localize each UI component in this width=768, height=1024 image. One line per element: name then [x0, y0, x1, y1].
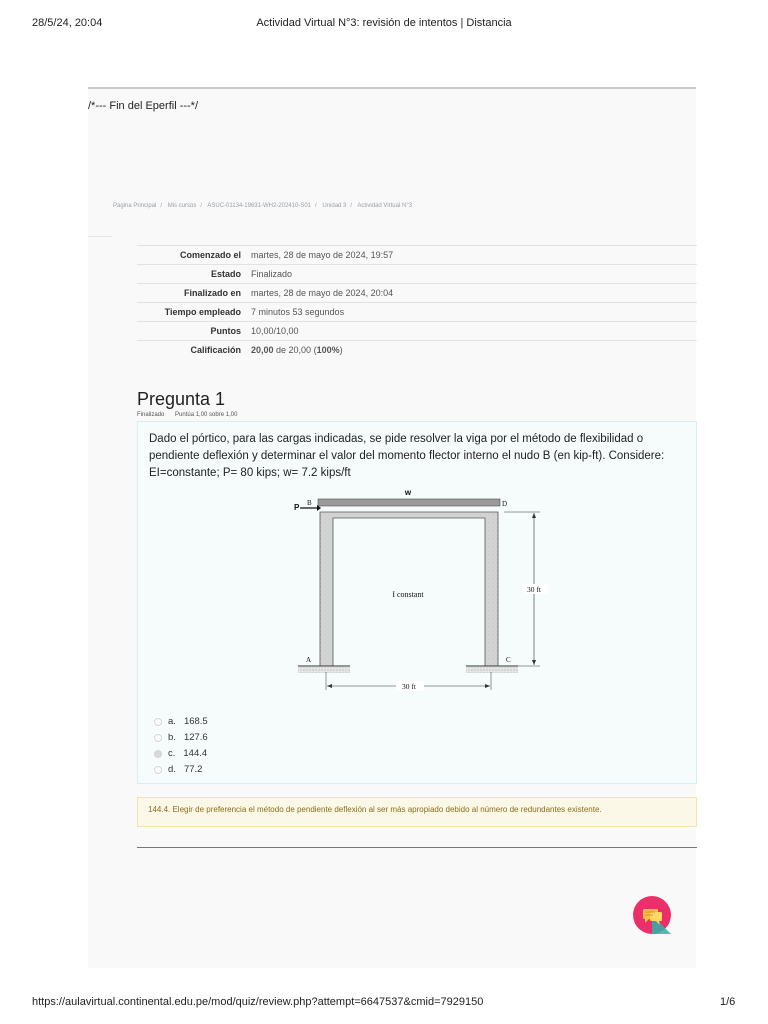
label-w: w	[404, 488, 412, 497]
summary-value: 20,00 de 20,00 (100%)	[251, 345, 343, 355]
summary-row-time	[137, 303, 697, 322]
summary-row-finished	[137, 284, 697, 303]
summary-label: Finalizado en	[183, 288, 241, 298]
attempt-summary-table	[137, 245, 697, 359]
print-url: https://aulavirtual.continental.edu.pe/mod/quiz/review.php?attempt=6647537&cmid=7929150	[32, 996, 484, 1008]
summary-label: Comenzado el	[179, 250, 241, 260]
question-title: Pregunta 1	[137, 389, 226, 409]
breadcrumb: Página Principal / Mis cursos / ASUC-01134-19631-WH2-202410-S01 / Unidad 3 / Actividad Virtual N°3	[113, 203, 413, 209]
option-value: 144.4	[183, 748, 208, 759]
summary-label: Puntos	[210, 326, 241, 336]
top-divider	[88, 87, 696, 89]
dim-width-arrow-right	[485, 684, 490, 688]
radio-option-a[interactable]	[154, 718, 162, 726]
option-c[interactable]	[154, 748, 207, 759]
support-c-ground	[466, 667, 518, 673]
question-info	[137, 412, 246, 418]
option-value: 168.5	[183, 716, 208, 727]
print-datetime: 28/5/24, 20:04	[32, 17, 103, 29]
summary-row-points	[137, 322, 697, 341]
option-letter: c.	[168, 748, 176, 759]
feedback-text: 144.4. Elegir de preferencia el método de pendiente deflexión al ser más apropiado debido al número de redundantes existente.	[148, 805, 602, 814]
dim-height-arrow-bottom	[532, 660, 536, 665]
option-value: 127.6	[183, 732, 208, 743]
label-c: C	[506, 656, 511, 664]
summary-label: Tiempo empleado	[164, 307, 241, 317]
breadcrumb-course[interactable]: ASUC-01134-19631-WH2-202410-S01	[207, 203, 312, 209]
breadcrumb-unit[interactable]: Unidad 3	[322, 203, 347, 209]
radio-option-b[interactable]	[154, 734, 162, 742]
summary-value: 10,00/10,00	[251, 326, 299, 336]
dim-height-label: 30 ft	[527, 585, 541, 594]
distributed-load-plate	[318, 499, 500, 506]
label-inertia: I constant	[392, 590, 424, 599]
summary-value: 7 minutos 53 segundos	[251, 307, 345, 317]
summary-value: martes, 28 de mayo de 2024, 20:04	[251, 288, 394, 298]
dim-height-arrow-top	[532, 513, 536, 518]
label-p: P	[294, 503, 300, 512]
summary-row-started	[137, 246, 697, 265]
summary-label: Estado	[210, 269, 241, 279]
print-page-number: 1/6	[720, 996, 736, 1008]
label-b: B	[307, 499, 312, 507]
breadcrumb-my-courses[interactable]: Mis cursos	[167, 203, 197, 209]
radio-option-d[interactable]	[154, 766, 162, 774]
chat-bubble-icon	[633, 896, 671, 934]
breadcrumb-activity[interactable]: Actividad Virtual N°3	[357, 203, 413, 209]
summary-row-grade	[137, 341, 697, 360]
summary-label: Calificación	[190, 345, 241, 355]
radio-option-c[interactable]	[154, 750, 162, 758]
breadcrumb-home[interactable]: Página Principal	[113, 203, 157, 209]
question-text: Dado el pórtico, para las cargas indicadas, se pide resolver la viga por el método de flexibilidad o pendiente deflexión y determinar el valor del momento flector interno el nudo B (en kip-ft). Considere: EI=constante; P= 80 kips; w= 7.2 kips/ft	[149, 433, 665, 479]
question-grade: Puntúa 1,00 sobre 1,00	[175, 412, 238, 418]
chat-button[interactable]	[633, 896, 671, 934]
option-letter: b.	[168, 732, 176, 743]
option-d[interactable]	[154, 764, 202, 775]
short-divider	[88, 236, 112, 237]
bottom-divider	[137, 847, 697, 848]
summary-row-state	[137, 265, 697, 284]
dim-width-label: 30 ft	[402, 682, 416, 691]
label-d: D	[502, 500, 508, 508]
print-page-title: Actividad Virtual N°3: revisión de intentos | Distancia	[256, 17, 512, 29]
question-state: Finalizado	[137, 412, 165, 418]
option-b[interactable]	[154, 732, 208, 743]
dim-width-arrow-left	[327, 684, 332, 688]
option-a[interactable]	[154, 716, 208, 727]
summary-value: Finalizado	[251, 269, 293, 279]
support-a-ground	[298, 667, 350, 673]
label-a: A	[306, 656, 312, 664]
frame-body	[320, 512, 498, 666]
option-letter: a.	[168, 716, 176, 727]
option-value: 77.2	[183, 764, 203, 775]
option-letter: d.	[168, 764, 176, 775]
frame-diagram	[288, 486, 548, 692]
summary-value: martes, 28 de mayo de 2024, 19:57	[251, 250, 394, 260]
leaked-css-comment: /*--- Fin del Eperfil ---*/	[88, 100, 199, 112]
